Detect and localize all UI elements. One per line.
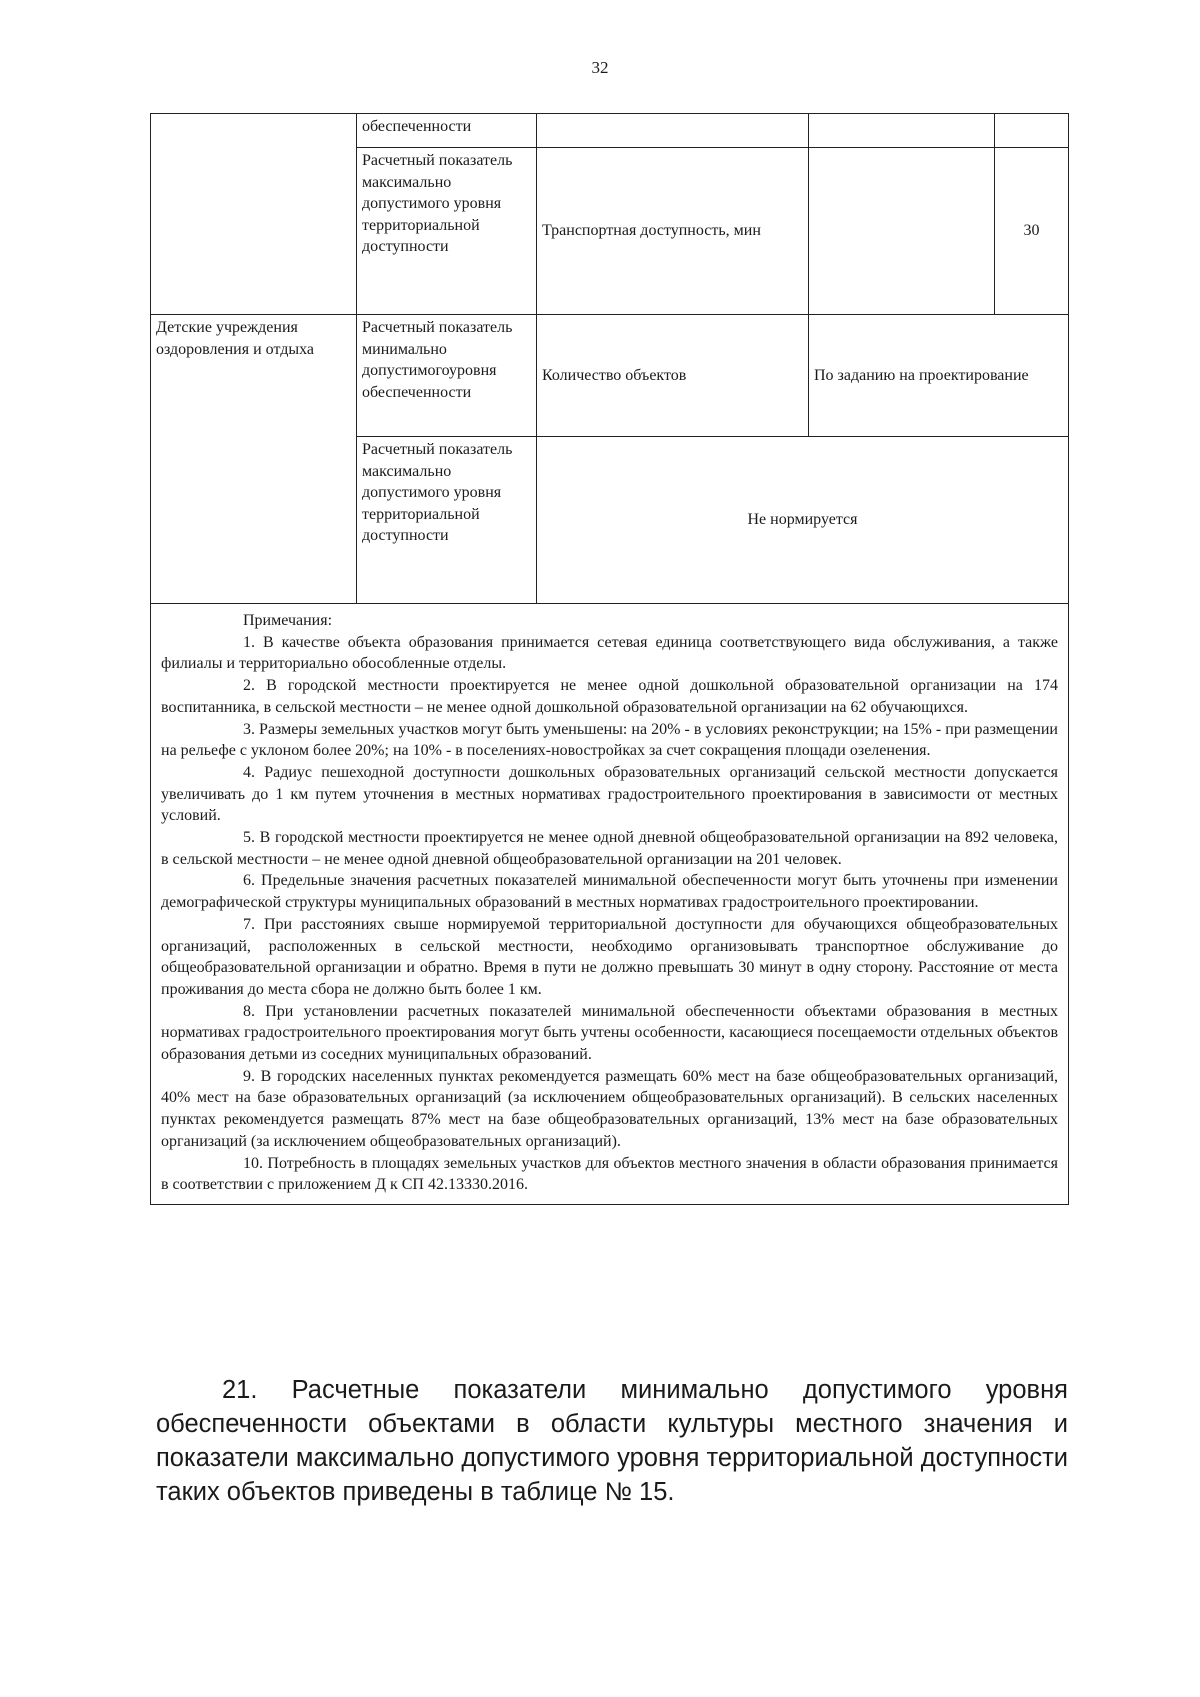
table-cell-empty: [151, 114, 357, 315]
table-row: [151, 315, 1069, 437]
note-item: 2. В городской местности проектируется не менее одной дошкольной образовательной организации на 174 воспитанника, в сельской местности – не менее одной дошкольной образовательной организации на 62 обучающихся.: [161, 677, 1058, 716]
table-cell-indicator: обеспеченности: [357, 114, 537, 148]
table-cell-value: [809, 114, 995, 148]
section-paragraph: [156, 1373, 1068, 1509]
table-cell-unit: [537, 114, 809, 148]
note-item: 5. В городской местности проектируется не менее одной дневной общеобразовательной организации на 892 человека, в сельской местности – не менее одной дневной общеобразовательной организации на 201 человек.: [161, 829, 1058, 868]
norms-table: [150, 113, 1069, 1205]
table-cell-indicator: Расчетный показатель максимально допустимого уровня территориальной доступности: [357, 437, 537, 604]
note-item: 9. В городских населенных пунктах рекомендуется размещать 60% мест на базе общеобразовательных организаций, 40% мест на базе образовательных организаций (за исключением общеобразовательных организаций). В сельских населенных пунктах рекомендуется размещать 87% мест на базе общеобразовательных организаций, 13% мест на базе образовательных организаций (за исключением общеобразовательных организаций).: [161, 1067, 1058, 1150]
note-item: 7. При расстояниях свыше нормируемой территориальной доступности для обучающихся общеобразовательных организаций, расположенных в сельской местности, необходимо организовывать транспортное обслуживание до общеобразовательной организации и обратно. Время в пути не должно превышать 30 минут в одну сторону. Расстояние от места проживания до места сбора не должно быть более 1 км.: [161, 915, 1058, 998]
table-row-notes: [151, 604, 1069, 1205]
note-item: 8. При установлении расчетных показателей минимальной обеспеченности объектами образования в местных нормативах градостроительного проектирования могут быть учтены особенности, касающиеся посещаемости отдельных объектов образования детьми из соседних муниципальных образований.: [161, 1002, 1058, 1064]
page-number: 32: [591, 58, 609, 77]
table-cell-value: 30: [995, 148, 1069, 315]
table-cell-indicator: Расчетный показатель минимально допустимогоуровня обеспеченности: [357, 315, 537, 437]
table-row: [151, 114, 1069, 148]
section-text: Расчетные показатели минимально допустимого уровня обеспеченности объектами в области культуры местного значения и показатели максимально допустимого уровня территориальной доступности таких объектов приведены в таблице № 15.: [156, 1376, 1068, 1506]
note-item: 3. Размеры земельных участков могут быть уменьшены: на 20% - в условиях реконструкции; на 15% - при размещении на рельефе с уклоном более 20%; на 10% - в поселениях-новостройках за счет сокращения площади озеленения.: [161, 720, 1058, 760]
table-cell-value: По заданию на проектирование: [809, 315, 1069, 437]
section-number: 21.: [222, 1376, 258, 1404]
notes-cell: [151, 604, 1069, 1205]
note-item: 4. Радиус пешеходной доступности дошкольных образовательных организаций сельской местности допускается увеличивать до 1 км путем уточнения в местных нормативах градостроительного проектирования в зависимости от местных условий.: [161, 763, 1058, 825]
table-cell-object-type: Детские учреждения оздоровления и отдыха: [151, 315, 357, 604]
table-cell-value: Не нормируется: [537, 437, 1069, 604]
table-cell-value: [809, 148, 995, 315]
table-cell-unit: Количество объектов: [537, 315, 809, 437]
table-cell-indicator: Расчетный показатель максимально допустимого уровня территориальной доступности: [357, 148, 537, 315]
notes-heading: Примечания:: [243, 612, 333, 629]
note-item: 6. Предельные значения расчетных показателей минимальной обеспеченности могут быть уточнены при изменении демографической структуры муниципальных образований в местных нормативах градостроительного проектировании.: [161, 872, 1058, 912]
table-cell-unit: Транспортная доступность, мин: [537, 148, 809, 315]
table-cell-value: [995, 114, 1069, 148]
note-item: 10. Потребность в площадях земельных участков для объектов местного значения в области образования принимается в соответствии с приложением Д к СП 42.13330.2016.: [161, 1154, 1058, 1194]
note-item: 1. В качестве объекта образования принимается сетевая единица соответствующего вида обслуживания, а также филиалы и территориально обособленные отделы.: [161, 633, 1058, 673]
